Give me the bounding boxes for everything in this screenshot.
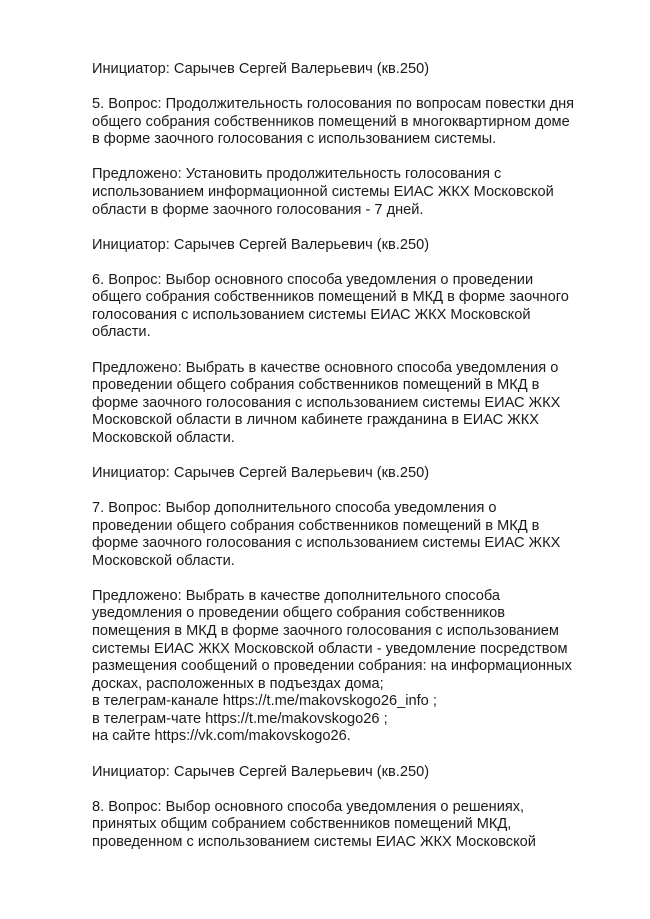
document-page [92,61,622,869]
text-line: проведенном с использованием системы ЕИАС ЖКХ Московской [92,833,536,850]
question-7-paragraph [92,500,622,570]
text-line: общего собрания собственников помещений в многоквартирном доме [92,113,570,130]
text-line: Инициатор: Сарычев Сергей Валерьевич (кв.250) [92,236,430,253]
initiator-paragraph [92,237,622,255]
text-line: уведомления о проведении общего собрания собственников [92,605,505,622]
text-line: Московской области в личном кабинете гражданина в ЕИАС ЖКХ [92,412,539,429]
proposal-5-paragraph [92,166,622,219]
text-line: Предложено: Выбрать в качестве дополнительного способа [92,587,501,604]
question-8-paragraph [92,799,622,852]
text-line: 5. Вопрос: Продолжительность голосования по вопросам повестки дня [92,96,575,113]
text-line: Московской области. [92,552,235,569]
text-line: форме заочного голосования с использованием системы ЕИАС ЖКХ [92,535,561,552]
text-line: общего собрания собственников помещений в МКД в форме заочного [92,289,569,306]
text-line: Инициатор: Сарычев Сергей Валерьевич (кв.250) [92,464,430,481]
text-line: Предложено: Установить продолжительность голосования с [92,166,502,183]
telegram-channel-line: в телеграм-канале https://t.me/makovskogo26_info ; [92,693,437,710]
text-line: области в форме заочного голосования - 7 дней. [92,201,424,218]
text-line: проведении общего собрания собственников помещений в МКД в [92,377,540,394]
text-line: 6. Вопрос: Выбор основного способа уведомления о проведении [92,271,534,288]
text-line: 7. Вопрос: Выбор дополнительного способа уведомления о [92,500,497,517]
question-6-paragraph [92,272,622,342]
text-line: принятых общим собранием собственников помещений МКД, [92,816,512,833]
initiator-paragraph [92,764,622,782]
proposal-7-paragraph [92,588,622,746]
proposal-6-paragraph [92,360,622,448]
text-line: использованием информационной системы ЕИАС ЖКХ Московской [92,183,554,200]
text-line: Инициатор: Сарычев Сергей Валерьевич (кв.250) [92,763,430,780]
text-line: проведении общего собрания собственников помещений в МКД в [92,517,540,534]
text-line: системы ЕИАС ЖКХ Московской области - уведомление посредством [92,640,568,657]
text-line: Инициатор: Сарычев Сергей Валерьевич (кв.250) [92,61,430,77]
text-line: голосования с использованием системы ЕИАС ЖКХ Московской [92,306,531,323]
text-line: в форме заочного голосования с использованием системы. [92,131,497,148]
text-line: размещения сообщений о проведении собрания: на информационных [92,658,572,675]
initiator-paragraph [92,61,622,79]
question-5-paragraph [92,96,622,149]
text-line: досках, расположенных в подъездах дома; [92,675,384,692]
text-line: Предложено: Выбрать в качестве основного способа уведомления о [92,359,559,376]
text-line: области. [92,324,151,341]
text-line: Московской области. [92,429,235,446]
telegram-chat-line: в телеграм-чате https://t.me/makovskogo26 ; [92,710,388,727]
text-line: 8. Вопрос: Выбор основного способа уведомления о решениях, [92,798,525,815]
text-line: помещения в МКД в форме заочного голосования с использованием [92,623,559,639]
initiator-paragraph [92,465,622,483]
website-line: на сайте https://vk.com/makovskogo26. [92,728,351,745]
text-line: форме заочного голосования с использованием системы ЕИАС ЖКХ [92,394,561,411]
